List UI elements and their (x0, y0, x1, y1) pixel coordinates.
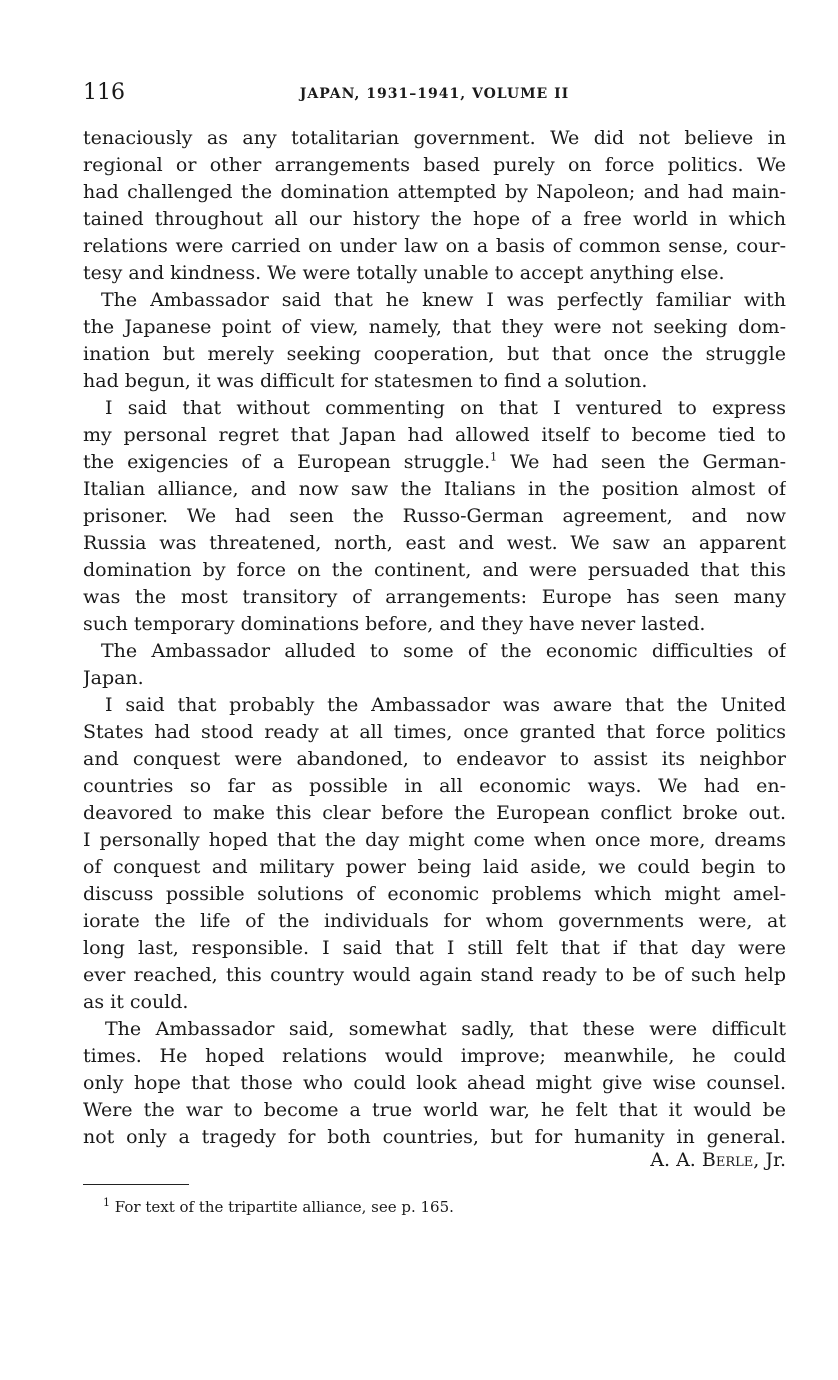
text-line: I said that probably the Ambassador was aware that the United (105, 694, 786, 716)
text-line: Were the war to become a true world war, he felt that it would be (83, 1099, 786, 1121)
footnote-divider (83, 1184, 189, 1185)
text-line (83, 449, 786, 476)
page-number: 116 (83, 80, 125, 105)
paragraph (83, 287, 786, 395)
signature-initials: A. A. (650, 1149, 702, 1171)
text-line: deavored to make this clear before the European conflict broke out. (83, 802, 786, 824)
text-line: such temporary dominations before, and they have never lasted. (83, 613, 706, 635)
footnote-reference[interactable]: 1 (490, 450, 498, 464)
text-line: regional or other arrangements based purely on force politics. We (83, 154, 786, 176)
text-line: had challenged the domination attempted by Napoleon; and had main- (83, 181, 786, 203)
text-line: I said that without commenting on that I ventured to express (105, 397, 786, 419)
signature-surname: Berle (701, 1149, 754, 1171)
text-line: Italian alliance, and now saw the Italians in the position almost of (83, 478, 786, 500)
running-head: JAPAN, 1931–1941, VOLUME II (299, 86, 570, 102)
text-line: tesy and kindness. We were totally unable to accept anything else. (83, 262, 725, 284)
signature-suffix: , Jr. (753, 1149, 786, 1171)
text-line: Japan. (83, 667, 144, 689)
text-line: and conquest were abandoned, to endeavor to assist its neighbor (83, 748, 786, 770)
text-line: prisoner. We had seen the Russo-German agreement, and now (83, 505, 786, 527)
text-line: had begun, it was difficult for statesmen to find a solution. (83, 370, 648, 392)
text-line: ination but merely seeking cooperation, but that once the struggle (83, 343, 786, 365)
footnote-text: For text of the tripartite alliance, see p. 165. (114, 1198, 454, 1216)
text-line: The Ambassador alluded to some of the economic difficulties of (101, 640, 786, 662)
text-segment: We had seen the German- (497, 451, 786, 473)
paragraph (83, 395, 786, 638)
text-line: tenaciously as any totalitarian government. We did not believe in (83, 127, 786, 149)
footnote (103, 1198, 454, 1217)
text-line: ever reached, this country would again stand ready to be of such help (83, 964, 786, 986)
text-line: the Japanese point of view, namely, that they were not seeking dom- (83, 316, 786, 338)
text-line: domination by force on the continent, and were persuaded that this (83, 559, 786, 581)
text-line: countries so far as possible in all economic ways. We had en- (83, 775, 786, 797)
text-line: tained throughout all our history the hope of a free world in which (83, 208, 786, 230)
paragraph (83, 1016, 786, 1151)
text-line: States had stood ready at all times, once granted that force politics (83, 721, 786, 743)
text-line: times. He hoped relations would improve; meanwhile, he could (83, 1045, 786, 1067)
page-header (83, 80, 786, 110)
text-line: long last, responsible. I said that I still felt that if that day were (83, 937, 786, 959)
body-text (83, 125, 786, 1151)
text-line: The Ambassador said, somewhat sadly, that these were difficult (105, 1018, 786, 1040)
paragraph (83, 638, 786, 692)
text-line: relations were carried on under law on a basis of common sense, cour- (83, 235, 786, 257)
text-line: I personally hoped that the day might come when once more, dreams (83, 829, 786, 851)
paragraph (83, 692, 786, 1016)
text-line: was the most transitory of arrangements: Europe has seen many (83, 586, 786, 608)
text-line: of conquest and military power being laid aside, we could begin to (83, 856, 786, 878)
text-line: Russia was threatened, north, east and west. We saw an apparent (83, 532, 786, 554)
text-segment: the exigencies of a European struggle. (83, 451, 491, 473)
text-line: not only a tragedy for both countries, but for humanity in general. (83, 1126, 786, 1148)
signature (83, 1147, 786, 1174)
text-line: only hope that those who could look ahead might give wise counsel. (83, 1072, 786, 1094)
text-line: The Ambassador said that he knew I was perfectly familiar with (101, 289, 786, 311)
footnote-marker: 1 (103, 1196, 110, 1209)
text-line: discuss possible solutions of economic problems which might amel- (83, 883, 786, 905)
paragraph (83, 125, 786, 287)
text-line: my personal regret that Japan had allowed itself to become tied to (83, 424, 786, 446)
text-line: as it could. (83, 991, 189, 1013)
text-line: iorate the life of the individuals for whom governments were, at (83, 910, 786, 932)
